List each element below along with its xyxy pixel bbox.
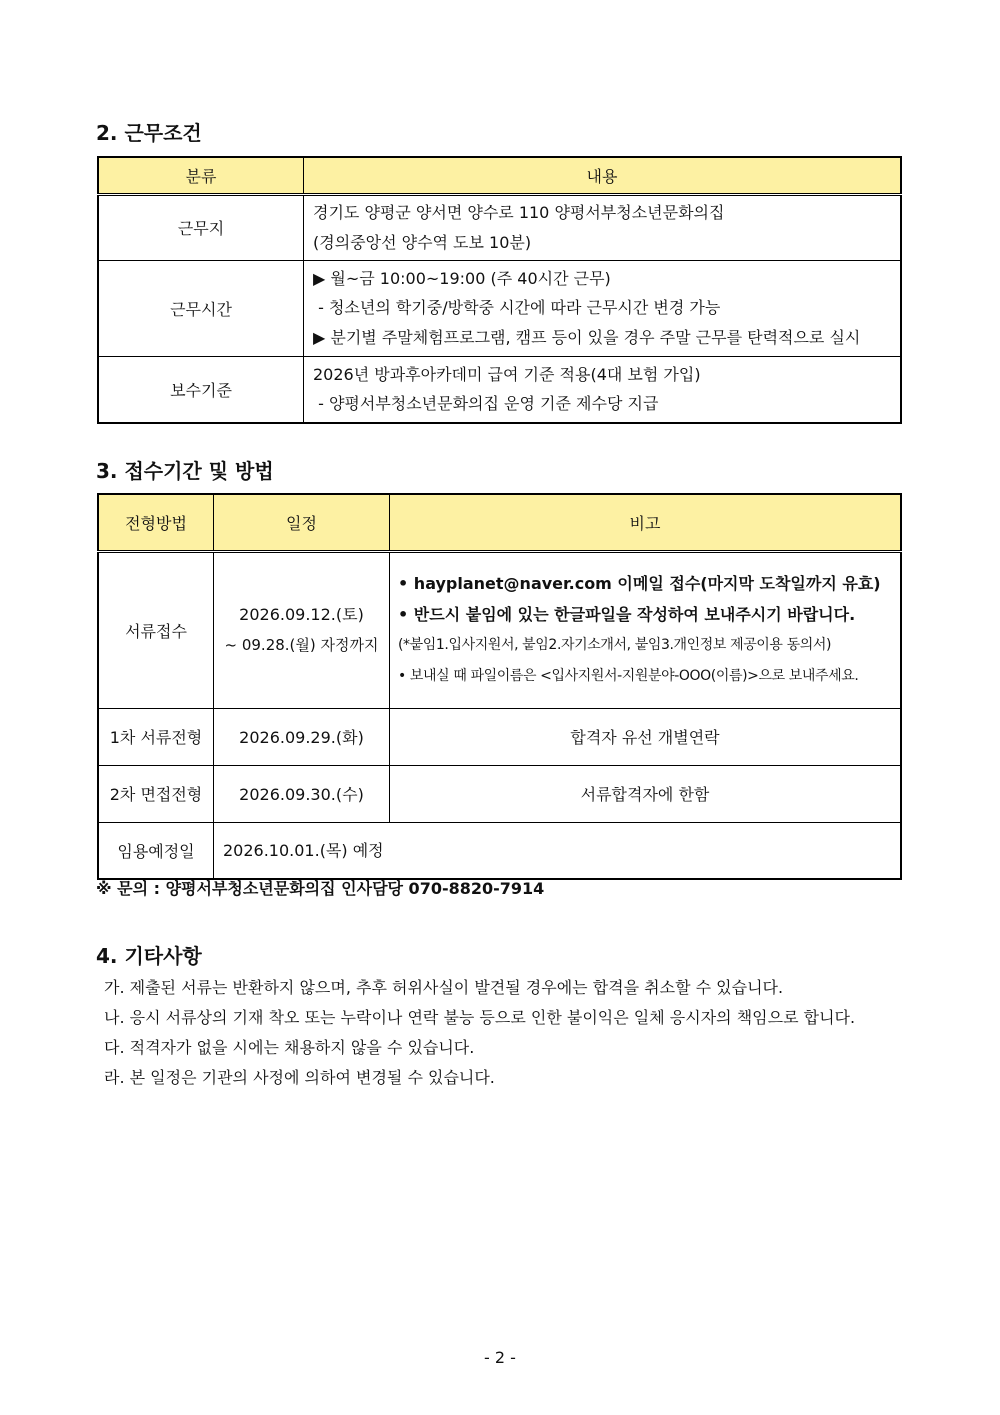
row-category: 근무시간 [98,260,304,356]
remark-item: • 반드시 붙임에 있는 한글파일을 작성하여 보내주시기 바랍니다. [398,605,856,624]
schedule-cell [214,551,390,708]
method-cell: 1차 서류전형 [98,708,214,765]
list-item: 가. 제출된 서류는 반환하지 않으며, 추후 허위사실이 발견될 경우에는 합격을 취소할 수 있습니다. [104,978,784,997]
remark-item: (*붙임1.입사지원서, 붙임2.자기소개서, 붙임3.개인정보 제공이용 동의서) [398,637,832,653]
remarks-cell: 서류합격자에 한함 [390,765,902,822]
schedule-cell: 2026.09.29.(화) [214,708,390,765]
table-row [98,822,901,879]
table-header-row [98,494,901,551]
schedule-line: ~ 09.28.(월) 자정까지 [224,636,379,654]
row-category: 근무지 [98,194,304,260]
page-number: - 2 - [484,1348,516,1367]
content-line: ▶ 월~금 10:00~19:00 (주 40시간 근무) [313,268,611,288]
method-cell: 임용예정일 [98,822,214,879]
header-category: 분류 [98,157,304,194]
method-cell: 서류접수 [98,551,214,708]
list-item: 나. 응시 서류상의 기재 착오 또는 누락이나 연락 불능 등으로 인한 불이익은 일체 응시자의 책임으로 합니다. [104,1008,856,1027]
table-row [98,356,901,423]
section2-heading: 2. 근무조건 [96,121,202,145]
list-item: 다. 적격자가 없을 시에는 채용하지 않을 수 있습니다. [104,1038,475,1057]
row-content [304,260,902,356]
header-content: 내용 [304,157,902,194]
table-row [98,708,901,765]
remarks-cell [390,551,902,708]
table-row [98,194,901,260]
inquiry-note: ※ 문의 : 양평서부청소년문화의집 인사담당 070-8820-7914 [96,879,545,898]
remark-item: • 보내실 때 파일이름은 <입사지원서-지원분야-OOO(이름)>으로 보내주세요. [398,668,859,684]
content-line: ▶ 분기별 주말체험프로그램, 캠프 등이 있을 경우 주말 근무를 탄력적으로 실시 [313,327,861,347]
header-method: 전형방법 [98,494,214,551]
content-line: (경의중앙선 양수역 도보 10분) [313,232,532,252]
other-items-list [104,973,855,1093]
row-category: 보수기준 [98,356,304,423]
table-row [98,765,901,822]
schedule-cell: 2026.10.01.(목) 예정 [214,822,902,879]
schedule-cell: 2026.09.30.(수) [214,765,390,822]
section4-heading: 4. 기타사항 [96,944,202,968]
section3-heading: 3. 접수기간 및 방법 [96,459,274,483]
application-schedule-table [97,493,902,880]
remarks-cell: 합격자 유선 개별연락 [390,708,902,765]
content-line: 2026년 방과후아카데미 급여 기준 적용(4대 보험 가입) [313,364,701,384]
remark-item: • hayplanet@naver.com 이메일 접수(마지막 도착일까지 유효) [398,574,881,593]
table-header-row [98,157,901,194]
work-conditions-table [97,156,902,424]
list-item: 라. 본 일정은 기관의 사정에 의하여 변경될 수 있습니다. [104,1068,495,1087]
content-line: - 양평서부청소년문화의집 운영 기준 제수당 지급 [313,394,659,414]
schedule-line: 2026.09.12.(토) [239,605,364,624]
table-row [98,551,901,708]
method-cell: 2차 면접전형 [98,765,214,822]
table-row [98,260,901,356]
header-schedule: 일정 [214,494,390,551]
header-remarks: 비고 [390,494,902,551]
row-content [304,194,902,260]
content-line: - 청소년의 학기중/방학중 시간에 따라 근무시간 변경 가능 [313,298,721,318]
content-line: 경기도 양평군 양서면 양수로 110 양평서부청소년문화의집 [313,203,725,222]
remarks-list [398,568,900,692]
row-content [304,356,902,423]
